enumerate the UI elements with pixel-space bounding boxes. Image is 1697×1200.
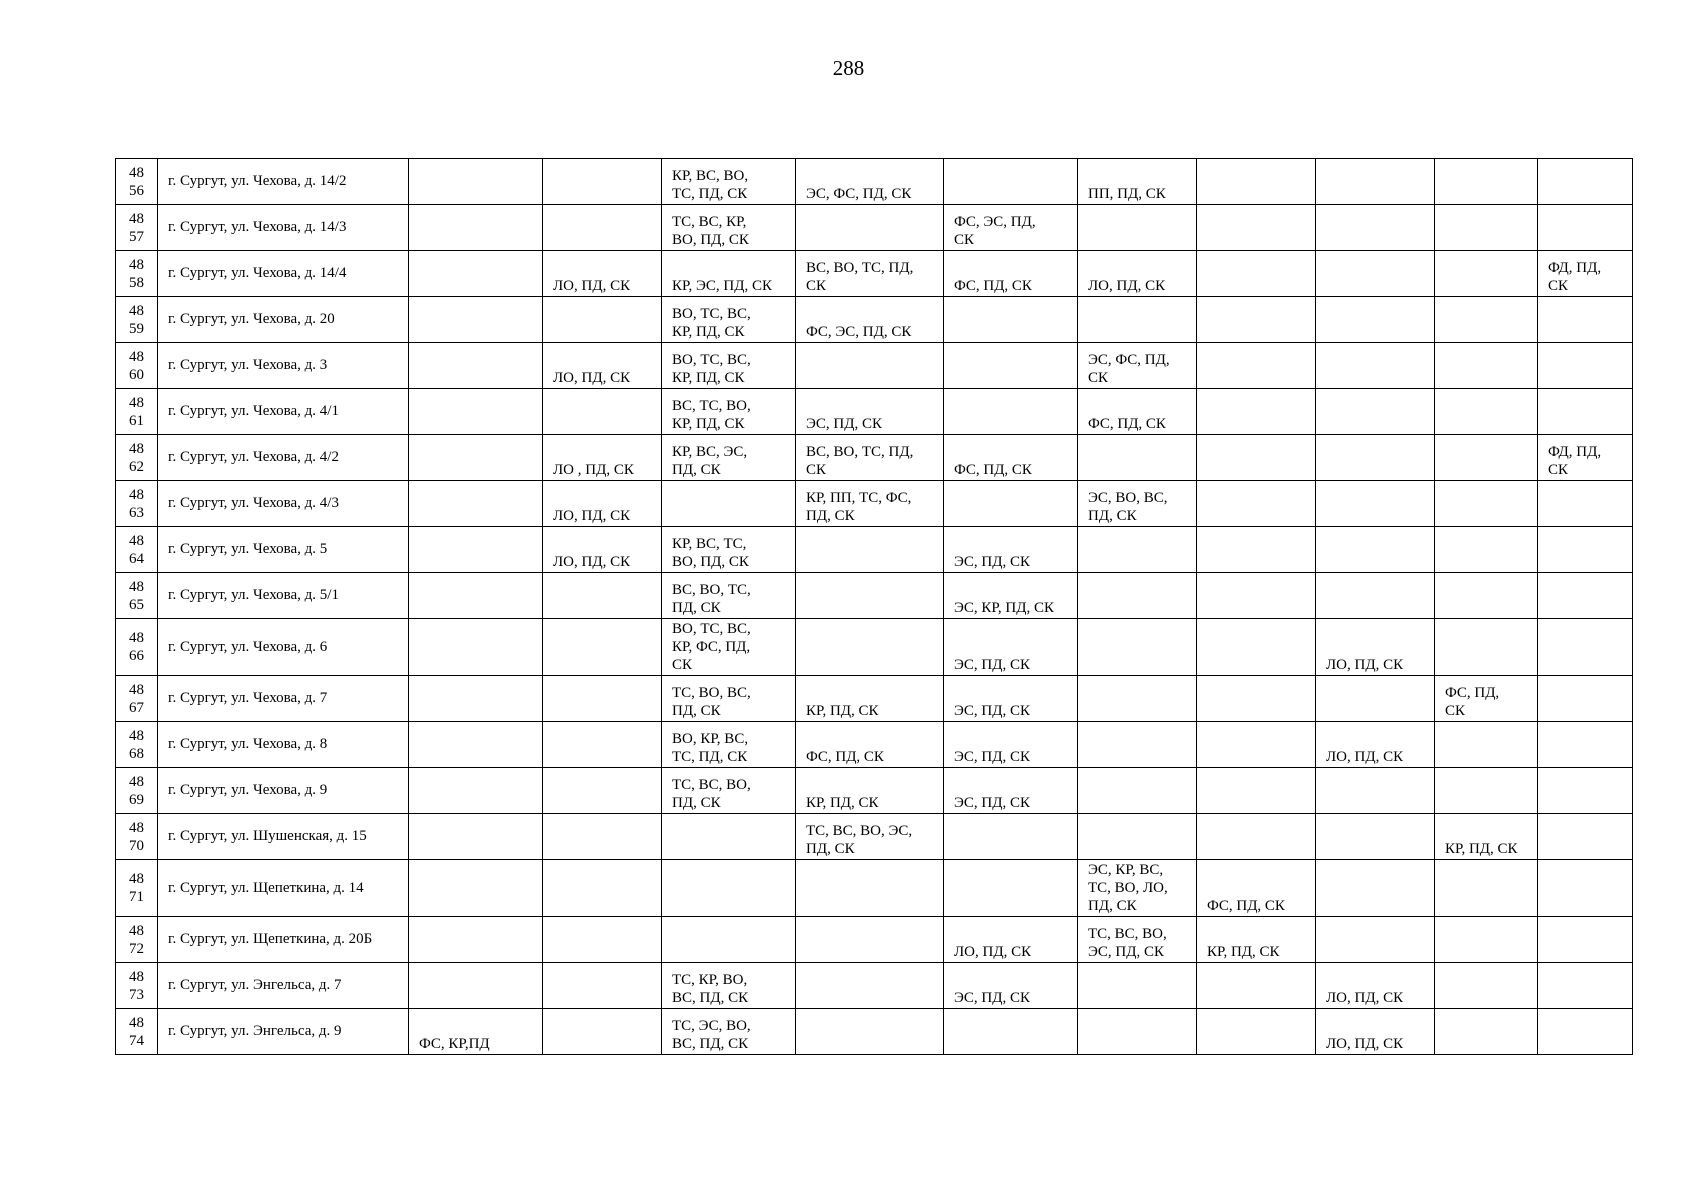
row-number [116, 159, 158, 205]
work-codes-cell [1435, 205, 1538, 251]
address-cell: г. Сургут, ул. Чехова, д. 4/2 [158, 435, 409, 481]
table-row [116, 251, 1633, 297]
work-codes-cell: ЭС, ПД, СК [944, 963, 1078, 1009]
work-codes-cell [662, 814, 796, 860]
work-codes-cell [1435, 1009, 1538, 1055]
work-codes-cell [1435, 573, 1538, 619]
address-cell: г. Сургут, ул. Чехова, д. 20 [158, 297, 409, 343]
work-codes-cell [1197, 527, 1316, 573]
work-codes-cell [796, 205, 944, 251]
work-codes-cell [796, 343, 944, 389]
work-codes-cell [1316, 297, 1435, 343]
work-codes-cell: ВО, ТС, ВС, КР, ПД, СК [662, 297, 796, 343]
row-number [116, 205, 158, 251]
table-row [116, 722, 1633, 768]
work-codes-cell: ВС, ВО, ТС, ПД, СК [796, 251, 944, 297]
work-codes-cell [1538, 389, 1633, 435]
work-codes-cell [543, 814, 662, 860]
row-number-part2: 59 [129, 320, 144, 337]
work-codes-cell [1538, 963, 1633, 1009]
work-codes-cell: ФС, КР,ПД [409, 1009, 543, 1055]
table-row [116, 297, 1633, 343]
work-codes-cell [1197, 676, 1316, 722]
row-number [116, 527, 158, 573]
work-codes-cell [944, 860, 1078, 917]
work-codes-cell [1197, 768, 1316, 814]
work-codes-cell [1538, 343, 1633, 389]
work-codes-cell: ЛО, ПД, СК [543, 251, 662, 297]
work-codes-cell [1197, 814, 1316, 860]
work-codes-cell [1078, 297, 1197, 343]
work-codes-cell: ФС, ПД, СК [1197, 860, 1316, 917]
row-number-part1: 48 [129, 578, 144, 595]
work-codes-cell [1538, 722, 1633, 768]
table-row [116, 159, 1633, 205]
work-codes-cell [1078, 435, 1197, 481]
work-codes-cell [1538, 676, 1633, 722]
row-number [116, 481, 158, 527]
work-codes-cell [796, 619, 944, 676]
work-codes-cell: ЭС, ПД, СК [944, 619, 1078, 676]
work-codes-cell: ЛО, ПД, СК [1078, 251, 1197, 297]
work-codes-cell [543, 768, 662, 814]
row-number-part1: 48 [129, 164, 144, 181]
work-codes-cell: ФС, ПД, СК [944, 251, 1078, 297]
work-codes-cell [1316, 389, 1435, 435]
table-row [116, 481, 1633, 527]
work-codes-cell [1538, 860, 1633, 917]
work-codes-cell [1197, 1009, 1316, 1055]
work-codes-cell: ЭС, ПД, СК [944, 676, 1078, 722]
work-codes-cell [543, 917, 662, 963]
work-codes-cell [543, 963, 662, 1009]
work-codes-cell: ЭС, КР, ПД, СК [944, 573, 1078, 619]
row-number-part1: 48 [129, 773, 144, 790]
work-codes-cell: ВС, ВО, ТС, ПД, СК [796, 435, 944, 481]
work-codes-cell [1435, 619, 1538, 676]
work-codes-cell: КР, ВС, ВО, ТС, ПД, СК [662, 159, 796, 205]
row-number-part2: 58 [129, 274, 144, 291]
work-codes-cell [1538, 481, 1633, 527]
work-codes-cell [409, 722, 543, 768]
address-cell: г. Сургут, ул. Энгельса, д. 7 [158, 963, 409, 1009]
row-number-part2: 68 [129, 745, 144, 762]
work-codes-cell [1316, 573, 1435, 619]
work-codes-cell [543, 297, 662, 343]
work-codes-cell [409, 814, 543, 860]
row-number [116, 768, 158, 814]
work-codes-cell [409, 860, 543, 917]
work-codes-cell: ЛО, ПД, СК [1316, 1009, 1435, 1055]
work-codes-cell: ВС, ТС, ВО, КР, ПД, СК [662, 389, 796, 435]
address-cell: г. Сургут, ул. Чехова, д. 6 [158, 619, 409, 676]
work-codes-cell: ТС, КР, ВО, ВС, ПД, СК [662, 963, 796, 1009]
table-row [116, 917, 1633, 963]
work-codes-cell [1435, 963, 1538, 1009]
row-number-part1: 48 [129, 968, 144, 985]
row-number [116, 1009, 158, 1055]
work-codes-cell: ФС, ПД, СК [944, 435, 1078, 481]
work-codes-cell [409, 768, 543, 814]
work-codes-cell: ТС, ВС, ВО, ПД, СК [662, 768, 796, 814]
work-codes-cell [1316, 343, 1435, 389]
work-codes-cell: ЭС, ПД, СК [944, 722, 1078, 768]
address-cell: г. Сургут, ул. Энгельса, д. 9 [158, 1009, 409, 1055]
work-codes-cell [1197, 159, 1316, 205]
row-number-part1: 48 [129, 681, 144, 698]
work-codes-cell: ПП, ПД, СК [1078, 159, 1197, 205]
work-codes-cell [1197, 619, 1316, 676]
row-number [116, 917, 158, 963]
work-codes-cell: ЭС, ФС, ПД, СК [1078, 343, 1197, 389]
work-codes-cell [1197, 435, 1316, 481]
work-codes-cell [409, 527, 543, 573]
work-codes-cell [543, 619, 662, 676]
work-codes-cell [944, 1009, 1078, 1055]
row-number-part2: 67 [129, 699, 144, 716]
work-codes-cell [1435, 389, 1538, 435]
table-row [116, 343, 1633, 389]
work-codes-cell [1435, 917, 1538, 963]
work-codes-cell [1435, 860, 1538, 917]
row-number-part1: 48 [129, 302, 144, 319]
work-codes-cell: ЭС, ПД, СК [944, 527, 1078, 573]
work-codes-cell [944, 297, 1078, 343]
work-codes-cell [1538, 814, 1633, 860]
table-row [116, 619, 1633, 676]
work-codes-cell: ФС, ЭС, ПД, СК [944, 205, 1078, 251]
row-number-part2: 70 [129, 837, 144, 854]
work-codes-cell [543, 159, 662, 205]
row-number-part2: 69 [129, 791, 144, 808]
row-number-part2: 56 [129, 182, 144, 199]
row-number-part2: 73 [129, 986, 144, 1003]
work-codes-cell [1316, 205, 1435, 251]
work-codes-cell [1538, 917, 1633, 963]
work-codes-cell: ФД, ПД, СК [1538, 435, 1633, 481]
row-number [116, 676, 158, 722]
row-number-part1: 48 [129, 727, 144, 744]
row-number-part2: 74 [129, 1032, 144, 1049]
row-number [116, 389, 158, 435]
work-codes-cell [1538, 768, 1633, 814]
table-row [116, 573, 1633, 619]
table-row [116, 768, 1633, 814]
work-codes-cell: ТС, ВС, ВО, ЭС, ПД, СК [1078, 917, 1197, 963]
work-codes-cell [409, 917, 543, 963]
row-number-part2: 62 [129, 458, 144, 475]
work-codes-cell: КР, ПД, СК [1435, 814, 1538, 860]
work-codes-cell: ЭС, ПД, СК [944, 768, 1078, 814]
work-codes-cell: ВС, ВО, ТС, ПД, СК [662, 573, 796, 619]
work-codes-cell: КР, ПД, СК [796, 768, 944, 814]
work-codes-cell [1197, 389, 1316, 435]
row-number-part1: 48 [129, 348, 144, 365]
work-codes-cell [1316, 814, 1435, 860]
row-number-part2: 61 [129, 412, 144, 429]
work-codes-cell [1197, 722, 1316, 768]
work-codes-cell: ТС, ВС, КР, ВО, ПД, СК [662, 205, 796, 251]
work-codes-cell: КР, ВС, ЭС, ПД, СК [662, 435, 796, 481]
work-codes-cell: ФС, ПД, СК [1078, 389, 1197, 435]
work-codes-cell [1435, 297, 1538, 343]
address-cell: г. Сургут, ул. Чехова, д. 5 [158, 527, 409, 573]
work-codes-cell [796, 1009, 944, 1055]
work-codes-cell [1435, 251, 1538, 297]
row-number-part2: 57 [129, 228, 144, 245]
row-number-part1: 48 [129, 394, 144, 411]
work-codes-cell [409, 676, 543, 722]
work-codes-cell: ТС, ВС, ВО, ЭС, ПД, СК [796, 814, 944, 860]
work-codes-cell [1197, 251, 1316, 297]
work-codes-cell [409, 297, 543, 343]
work-codes-cell [1538, 1009, 1633, 1055]
work-codes-cell: КР, ВС, ТС, ВО, ПД, СК [662, 527, 796, 573]
work-codes-cell: ВО, КР, ВС, ТС, ПД, СК [662, 722, 796, 768]
works-table [115, 158, 1633, 1055]
work-codes-cell [1078, 619, 1197, 676]
row-number-part1: 48 [129, 532, 144, 549]
table-row [116, 963, 1633, 1009]
work-codes-cell [944, 159, 1078, 205]
row-number-part2: 65 [129, 596, 144, 613]
work-codes-cell [1197, 963, 1316, 1009]
work-codes-cell [1197, 481, 1316, 527]
row-number-part1: 48 [129, 922, 144, 939]
work-codes-cell [1316, 768, 1435, 814]
work-codes-cell [543, 573, 662, 619]
work-codes-cell [1316, 251, 1435, 297]
table-row [116, 814, 1633, 860]
address-cell: г. Сургут, ул. Чехова, д. 14/4 [158, 251, 409, 297]
row-number-part2: 60 [129, 366, 144, 383]
table-body [116, 159, 1633, 1055]
work-codes-cell [1538, 297, 1633, 343]
work-codes-cell [1078, 1009, 1197, 1055]
row-number-part2: 64 [129, 550, 144, 567]
address-cell: г. Сургут, ул. Чехова, д. 14/2 [158, 159, 409, 205]
work-codes-cell [1435, 481, 1538, 527]
work-codes-cell: ЛО , ПД, СК [543, 435, 662, 481]
work-codes-cell: ЛО, ПД, СК [1316, 722, 1435, 768]
row-number-part1: 48 [129, 210, 144, 227]
work-codes-cell [1538, 619, 1633, 676]
work-codes-cell [796, 963, 944, 1009]
work-codes-cell [1316, 676, 1435, 722]
work-codes-cell [796, 527, 944, 573]
work-codes-cell [1197, 573, 1316, 619]
row-number-part1: 48 [129, 440, 144, 457]
address-cell: г. Сургут, ул. Щепеткина, д. 14 [158, 860, 409, 917]
work-codes-cell: ЭС, ВО, ВС, ПД, СК [1078, 481, 1197, 527]
address-cell: г. Сургут, ул. Чехова, д. 4/1 [158, 389, 409, 435]
work-codes-cell: ТС, ВО, ВС, ПД, СК [662, 676, 796, 722]
work-codes-cell: КР, ЭС, ПД, СК [662, 251, 796, 297]
work-codes-cell [796, 917, 944, 963]
work-codes-cell [409, 251, 543, 297]
work-codes-cell [543, 205, 662, 251]
row-number-part1: 48 [129, 256, 144, 273]
work-codes-cell [1078, 573, 1197, 619]
row-number [116, 343, 158, 389]
work-codes-cell [944, 389, 1078, 435]
work-codes-cell [543, 676, 662, 722]
work-codes-cell [796, 860, 944, 917]
work-codes-cell: ЛО, ПД, СК [543, 527, 662, 573]
address-cell: г. Сургут, ул. Чехова, д. 5/1 [158, 573, 409, 619]
table-row [116, 205, 1633, 251]
work-codes-cell [662, 481, 796, 527]
work-codes-cell [1435, 159, 1538, 205]
work-codes-cell [1078, 768, 1197, 814]
page-number: 288 [832, 56, 865, 80]
work-codes-cell [1078, 205, 1197, 251]
work-codes-cell [543, 389, 662, 435]
work-codes-cell: ФД, ПД, СК [1538, 251, 1633, 297]
work-codes-cell [409, 435, 543, 481]
work-codes-cell: ЭС, КР, ВС, ТС, ВО, ЛО, ПД, СК [1078, 860, 1197, 917]
work-codes-cell: ФС, ПД, СК [1435, 676, 1538, 722]
work-codes-cell [409, 343, 543, 389]
row-number [116, 722, 158, 768]
work-codes-cell [1316, 917, 1435, 963]
work-codes-cell [1316, 435, 1435, 481]
row-number-part1: 48 [129, 630, 144, 646]
row-number-part2: 63 [129, 504, 144, 521]
work-codes-cell: КР, ПД, СК [1197, 917, 1316, 963]
work-codes-cell: КР, ПП, ТС, ФС, ПД, СК [796, 481, 944, 527]
address-cell: г. Сургут, ул. Чехова, д. 7 [158, 676, 409, 722]
address-cell: г. Сургут, ул. Чехова, д. 3 [158, 343, 409, 389]
work-codes-cell [1435, 435, 1538, 481]
work-codes-cell: ЭС, ПД, СК [796, 389, 944, 435]
row-number-part1: 48 [129, 819, 144, 836]
row-number [116, 251, 158, 297]
work-codes-cell [944, 814, 1078, 860]
work-codes-cell [1078, 527, 1197, 573]
work-codes-cell [1538, 573, 1633, 619]
work-codes-cell [409, 389, 543, 435]
work-codes-cell [662, 860, 796, 917]
work-codes-cell [1078, 814, 1197, 860]
work-codes-cell [409, 963, 543, 1009]
work-codes-cell: ЛО, ПД, СК [543, 481, 662, 527]
table-row [116, 389, 1633, 435]
row-number-part2: 72 [129, 940, 144, 957]
row-number-part1: 48 [129, 486, 144, 503]
work-codes-cell: ЭС, ФС, ПД, СК [796, 159, 944, 205]
row-number [116, 573, 158, 619]
address-cell: г. Сургут, ул. Шушенская, д. 15 [158, 814, 409, 860]
work-codes-cell [1538, 527, 1633, 573]
row-number-part1: 48 [129, 1014, 144, 1031]
table-row [116, 435, 1633, 481]
work-codes-cell [1435, 768, 1538, 814]
work-codes-cell [1435, 527, 1538, 573]
work-codes-cell [796, 573, 944, 619]
work-codes-cell [662, 917, 796, 963]
row-number [116, 297, 158, 343]
row-number [116, 435, 158, 481]
address-cell: г. Сургут, ул. Щепеткина, д. 20Б [158, 917, 409, 963]
work-codes-cell [1316, 159, 1435, 205]
work-codes-cell: КР, ПД, СК [796, 676, 944, 722]
work-codes-cell [1435, 722, 1538, 768]
work-codes-cell [1197, 205, 1316, 251]
row-number [116, 619, 158, 676]
work-codes-cell [543, 860, 662, 917]
row-number-part1: 48 [129, 871, 144, 887]
work-codes-cell [1078, 676, 1197, 722]
work-codes-cell [409, 481, 543, 527]
table-row [116, 860, 1633, 917]
work-codes-cell [944, 343, 1078, 389]
work-codes-cell [1538, 205, 1633, 251]
work-codes-cell [944, 481, 1078, 527]
work-codes-cell: ЛО, ПД, СК [1316, 619, 1435, 676]
work-codes-cell [1078, 963, 1197, 1009]
row-number [116, 814, 158, 860]
work-codes-cell [1197, 343, 1316, 389]
row-number [116, 860, 158, 917]
table-row [116, 527, 1633, 573]
work-codes-cell: ФС, ЭС, ПД, СК [796, 297, 944, 343]
work-codes-cell: ТС, ЭС, ВО, ВС, ПД, СК [662, 1009, 796, 1055]
work-codes-cell: ЛО, ПД, СК [944, 917, 1078, 963]
work-codes-cell [543, 722, 662, 768]
table-row [116, 676, 1633, 722]
address-cell: г. Сургут, ул. Чехова, д. 4/3 [158, 481, 409, 527]
row-number [116, 963, 158, 1009]
work-codes-cell [1435, 343, 1538, 389]
work-codes-cell [1316, 527, 1435, 573]
work-codes-cell [1316, 860, 1435, 917]
work-codes-cell [409, 159, 543, 205]
work-codes-cell: ФС, ПД, СК [796, 722, 944, 768]
work-codes-cell [1538, 159, 1633, 205]
work-codes-cell [409, 573, 543, 619]
work-codes-cell [1316, 481, 1435, 527]
work-codes-cell: ЛО, ПД, СК [1316, 963, 1435, 1009]
row-number-part2: 71 [129, 889, 144, 905]
address-cell: г. Сургут, ул. Чехова, д. 9 [158, 768, 409, 814]
address-cell: г. Сургут, ул. Чехова, д. 8 [158, 722, 409, 768]
work-codes-cell [1078, 722, 1197, 768]
address-cell: г. Сургут, ул. Чехова, д. 14/3 [158, 205, 409, 251]
work-codes-cell [409, 205, 543, 251]
work-codes-cell [543, 1009, 662, 1055]
row-number-part2: 66 [129, 648, 144, 664]
work-codes-cell: ВО, ТС, ВС, КР, ФС, ПД, СК [662, 619, 796, 676]
work-codes-cell [409, 619, 543, 676]
work-codes-cell [1197, 297, 1316, 343]
work-codes-cell: ВО, ТС, ВС, КР, ПД, СК [662, 343, 796, 389]
table-row [116, 1009, 1633, 1055]
work-codes-cell: ЛО, ПД, СК [543, 343, 662, 389]
